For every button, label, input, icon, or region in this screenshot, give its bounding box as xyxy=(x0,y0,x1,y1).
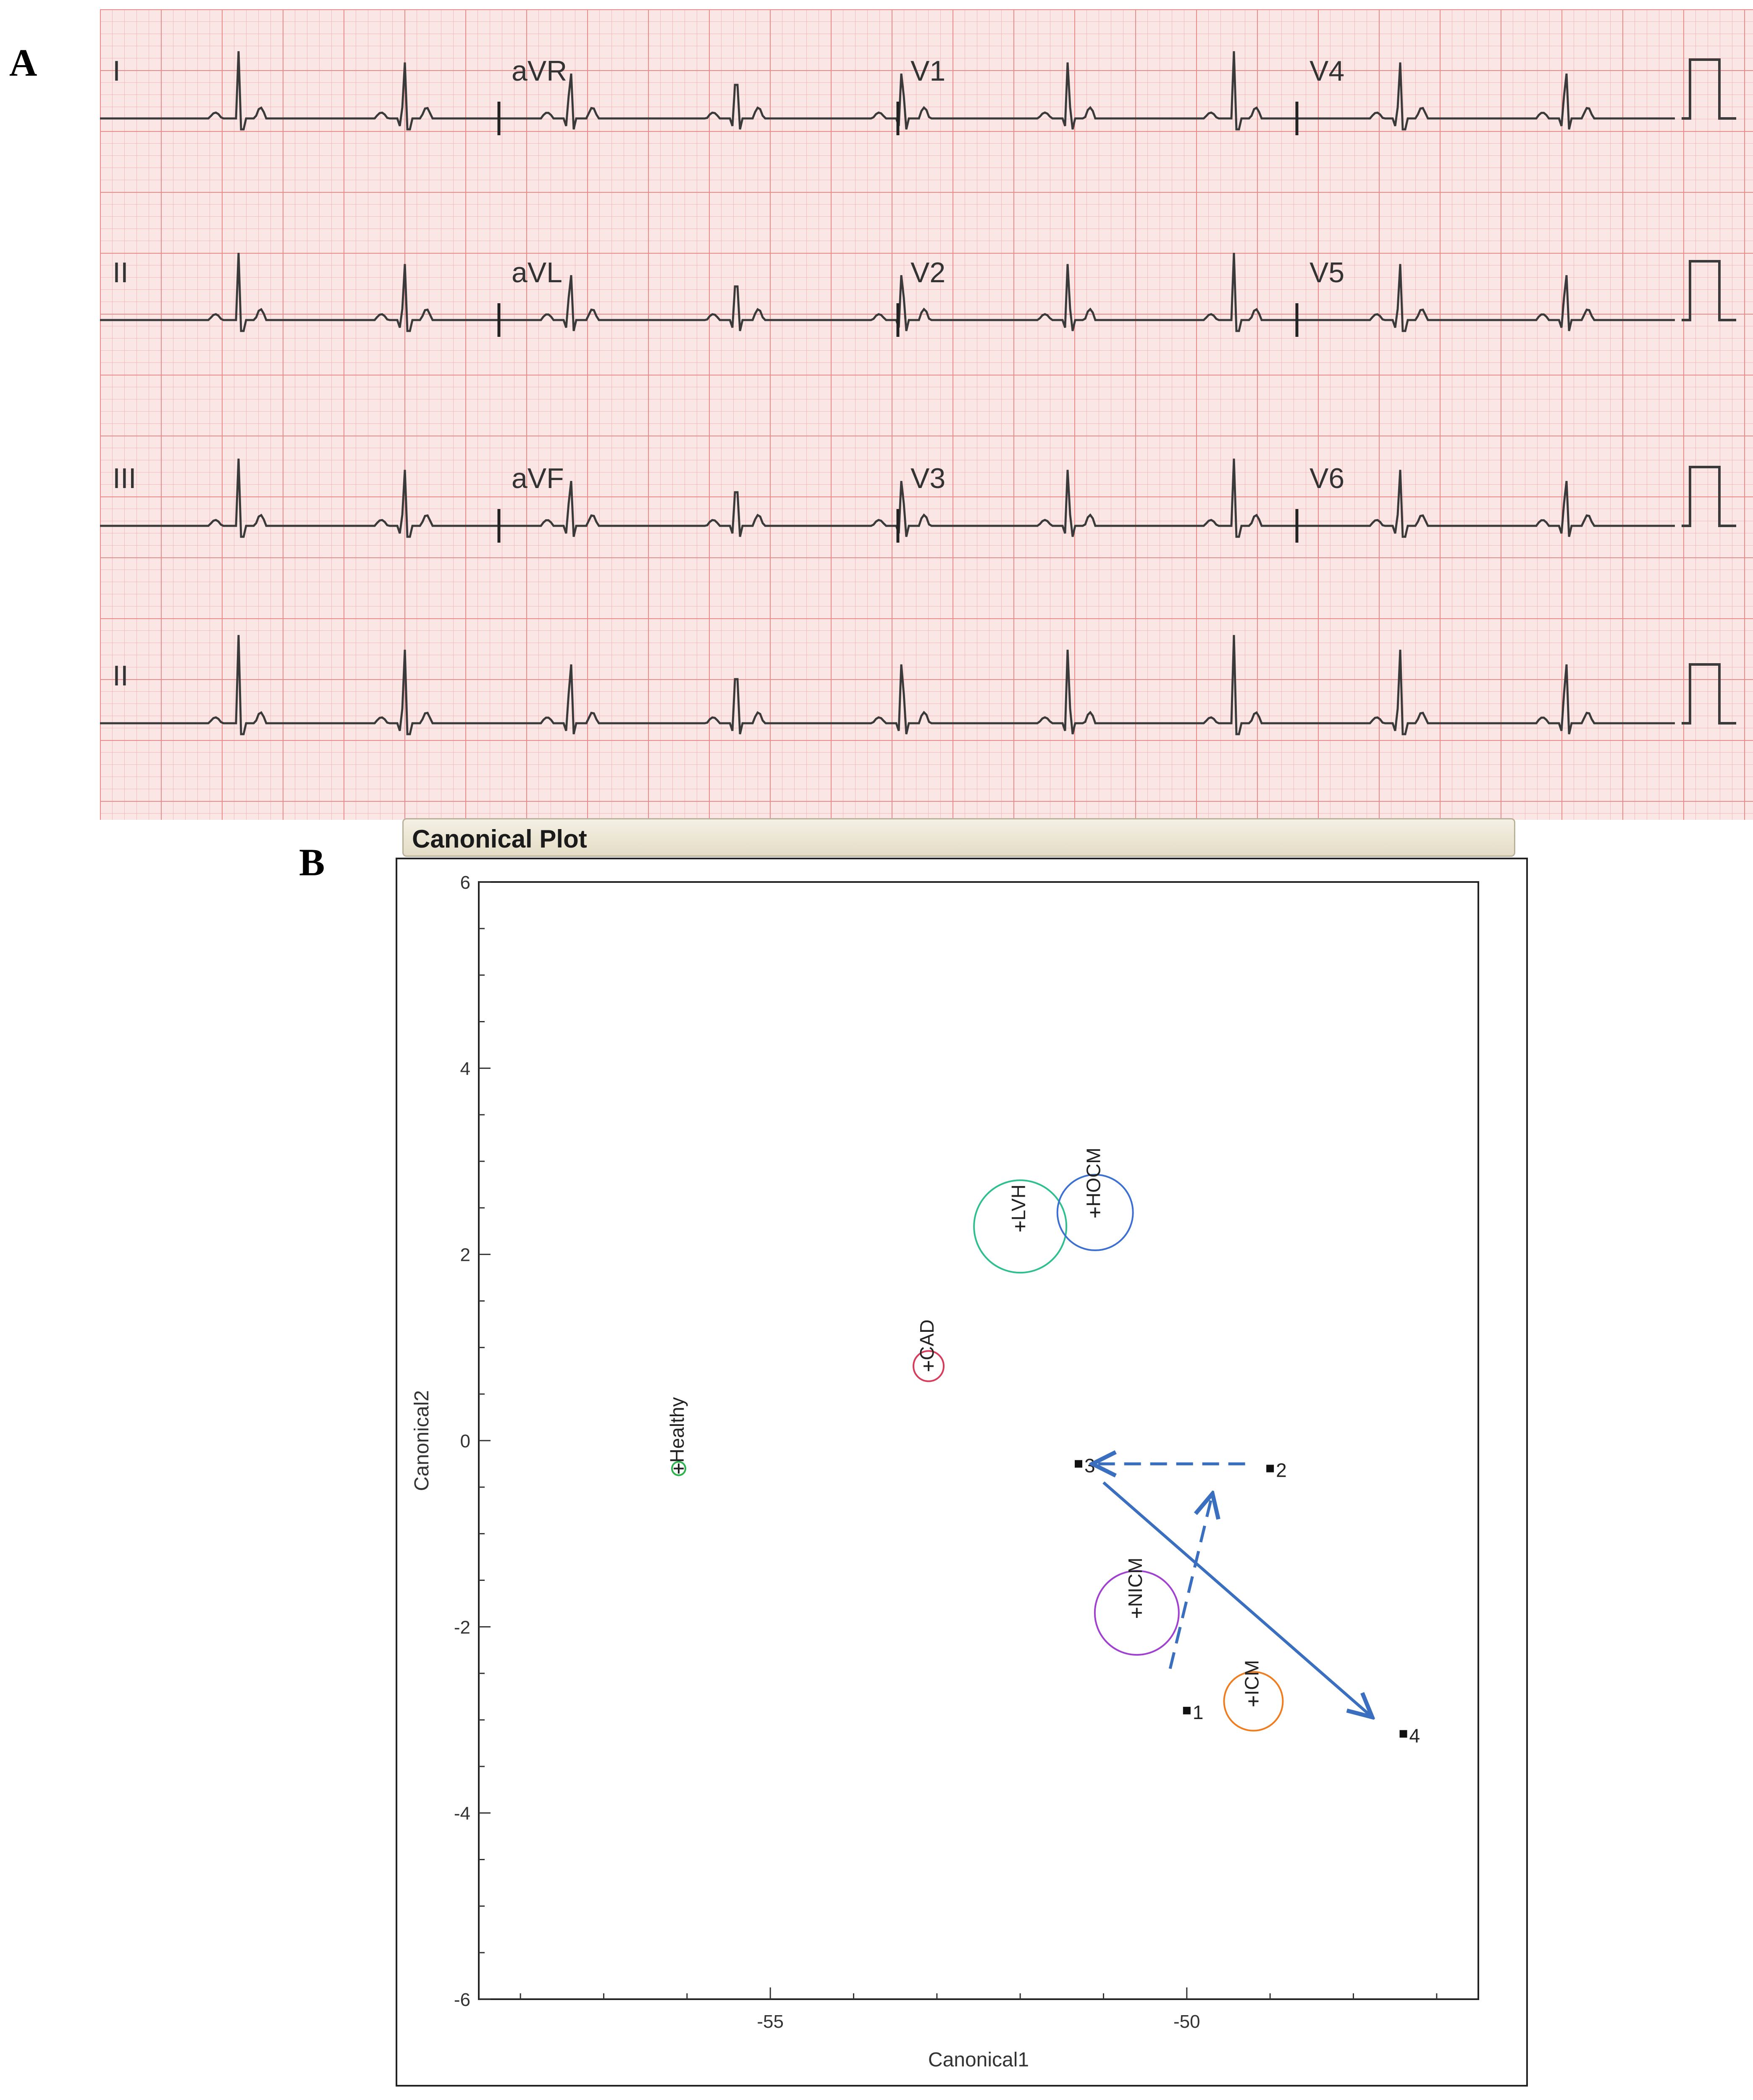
y-tick-label: 4 xyxy=(460,1058,470,1079)
plot-area xyxy=(479,882,1478,1999)
point-label-4: 4 xyxy=(1409,1725,1420,1747)
y-tick-label: -6 xyxy=(454,1990,470,2010)
point-label-2: 2 xyxy=(1276,1459,1287,1481)
group-label-healthy: Healthy xyxy=(666,1397,688,1463)
y-tick-label: -2 xyxy=(454,1617,470,1638)
ecg-lead-label: V5 xyxy=(1310,257,1345,289)
ecg-lead-label: II xyxy=(113,257,129,289)
ecg-lead-label: V4 xyxy=(1310,55,1345,87)
ecg-lead-label: aVF xyxy=(512,462,564,494)
canonical-plot xyxy=(395,857,1529,2087)
ecg-lead-label: II xyxy=(113,660,129,692)
point-label-1: 1 xyxy=(1192,1701,1204,1723)
group-label-lvh: LVH xyxy=(1008,1184,1030,1221)
ecg-lead-label: V3 xyxy=(911,462,946,494)
point-4 xyxy=(1400,1730,1407,1738)
group-label-hocm: HOCM xyxy=(1082,1147,1105,1207)
ecg-lead-label: III xyxy=(113,462,136,494)
point-2 xyxy=(1266,1465,1274,1473)
group-label-icm: ICM xyxy=(1241,1660,1263,1696)
point-1 xyxy=(1183,1707,1191,1714)
group-label-nicm: NICM xyxy=(1124,1557,1146,1607)
ecg-lead-label: I xyxy=(113,55,121,87)
y-axis-label: Canonical2 xyxy=(411,1390,433,1491)
canonical-plot-title-bar xyxy=(402,818,1515,857)
point-3 xyxy=(1075,1460,1082,1467)
panel-label-a: A xyxy=(9,41,37,84)
ecg-strip xyxy=(100,9,1753,820)
ecg-lead-label: aVR xyxy=(512,55,567,87)
panel-label-b: B xyxy=(299,841,325,884)
group-label-cad: CAD xyxy=(916,1319,938,1360)
ecg-lead-label: V2 xyxy=(911,257,946,289)
ecg-lead-label: V1 xyxy=(911,55,946,87)
x-tick-label: -50 xyxy=(1173,2011,1200,2032)
y-tick-label: -4 xyxy=(454,1803,470,1824)
x-axis-label: Canonical1 xyxy=(928,2049,1029,2071)
point-label-3: 3 xyxy=(1084,1454,1095,1477)
y-tick-label: 0 xyxy=(460,1431,470,1452)
ecg-lead-label: aVL xyxy=(512,257,562,289)
y-tick-label: 2 xyxy=(460,1244,470,1265)
y-tick-label: 6 xyxy=(460,872,470,893)
canonical-plot-title: Canonical Plot xyxy=(412,825,587,853)
ecg-lead-label: V6 xyxy=(1310,462,1345,494)
x-tick-label: -55 xyxy=(757,2011,784,2032)
